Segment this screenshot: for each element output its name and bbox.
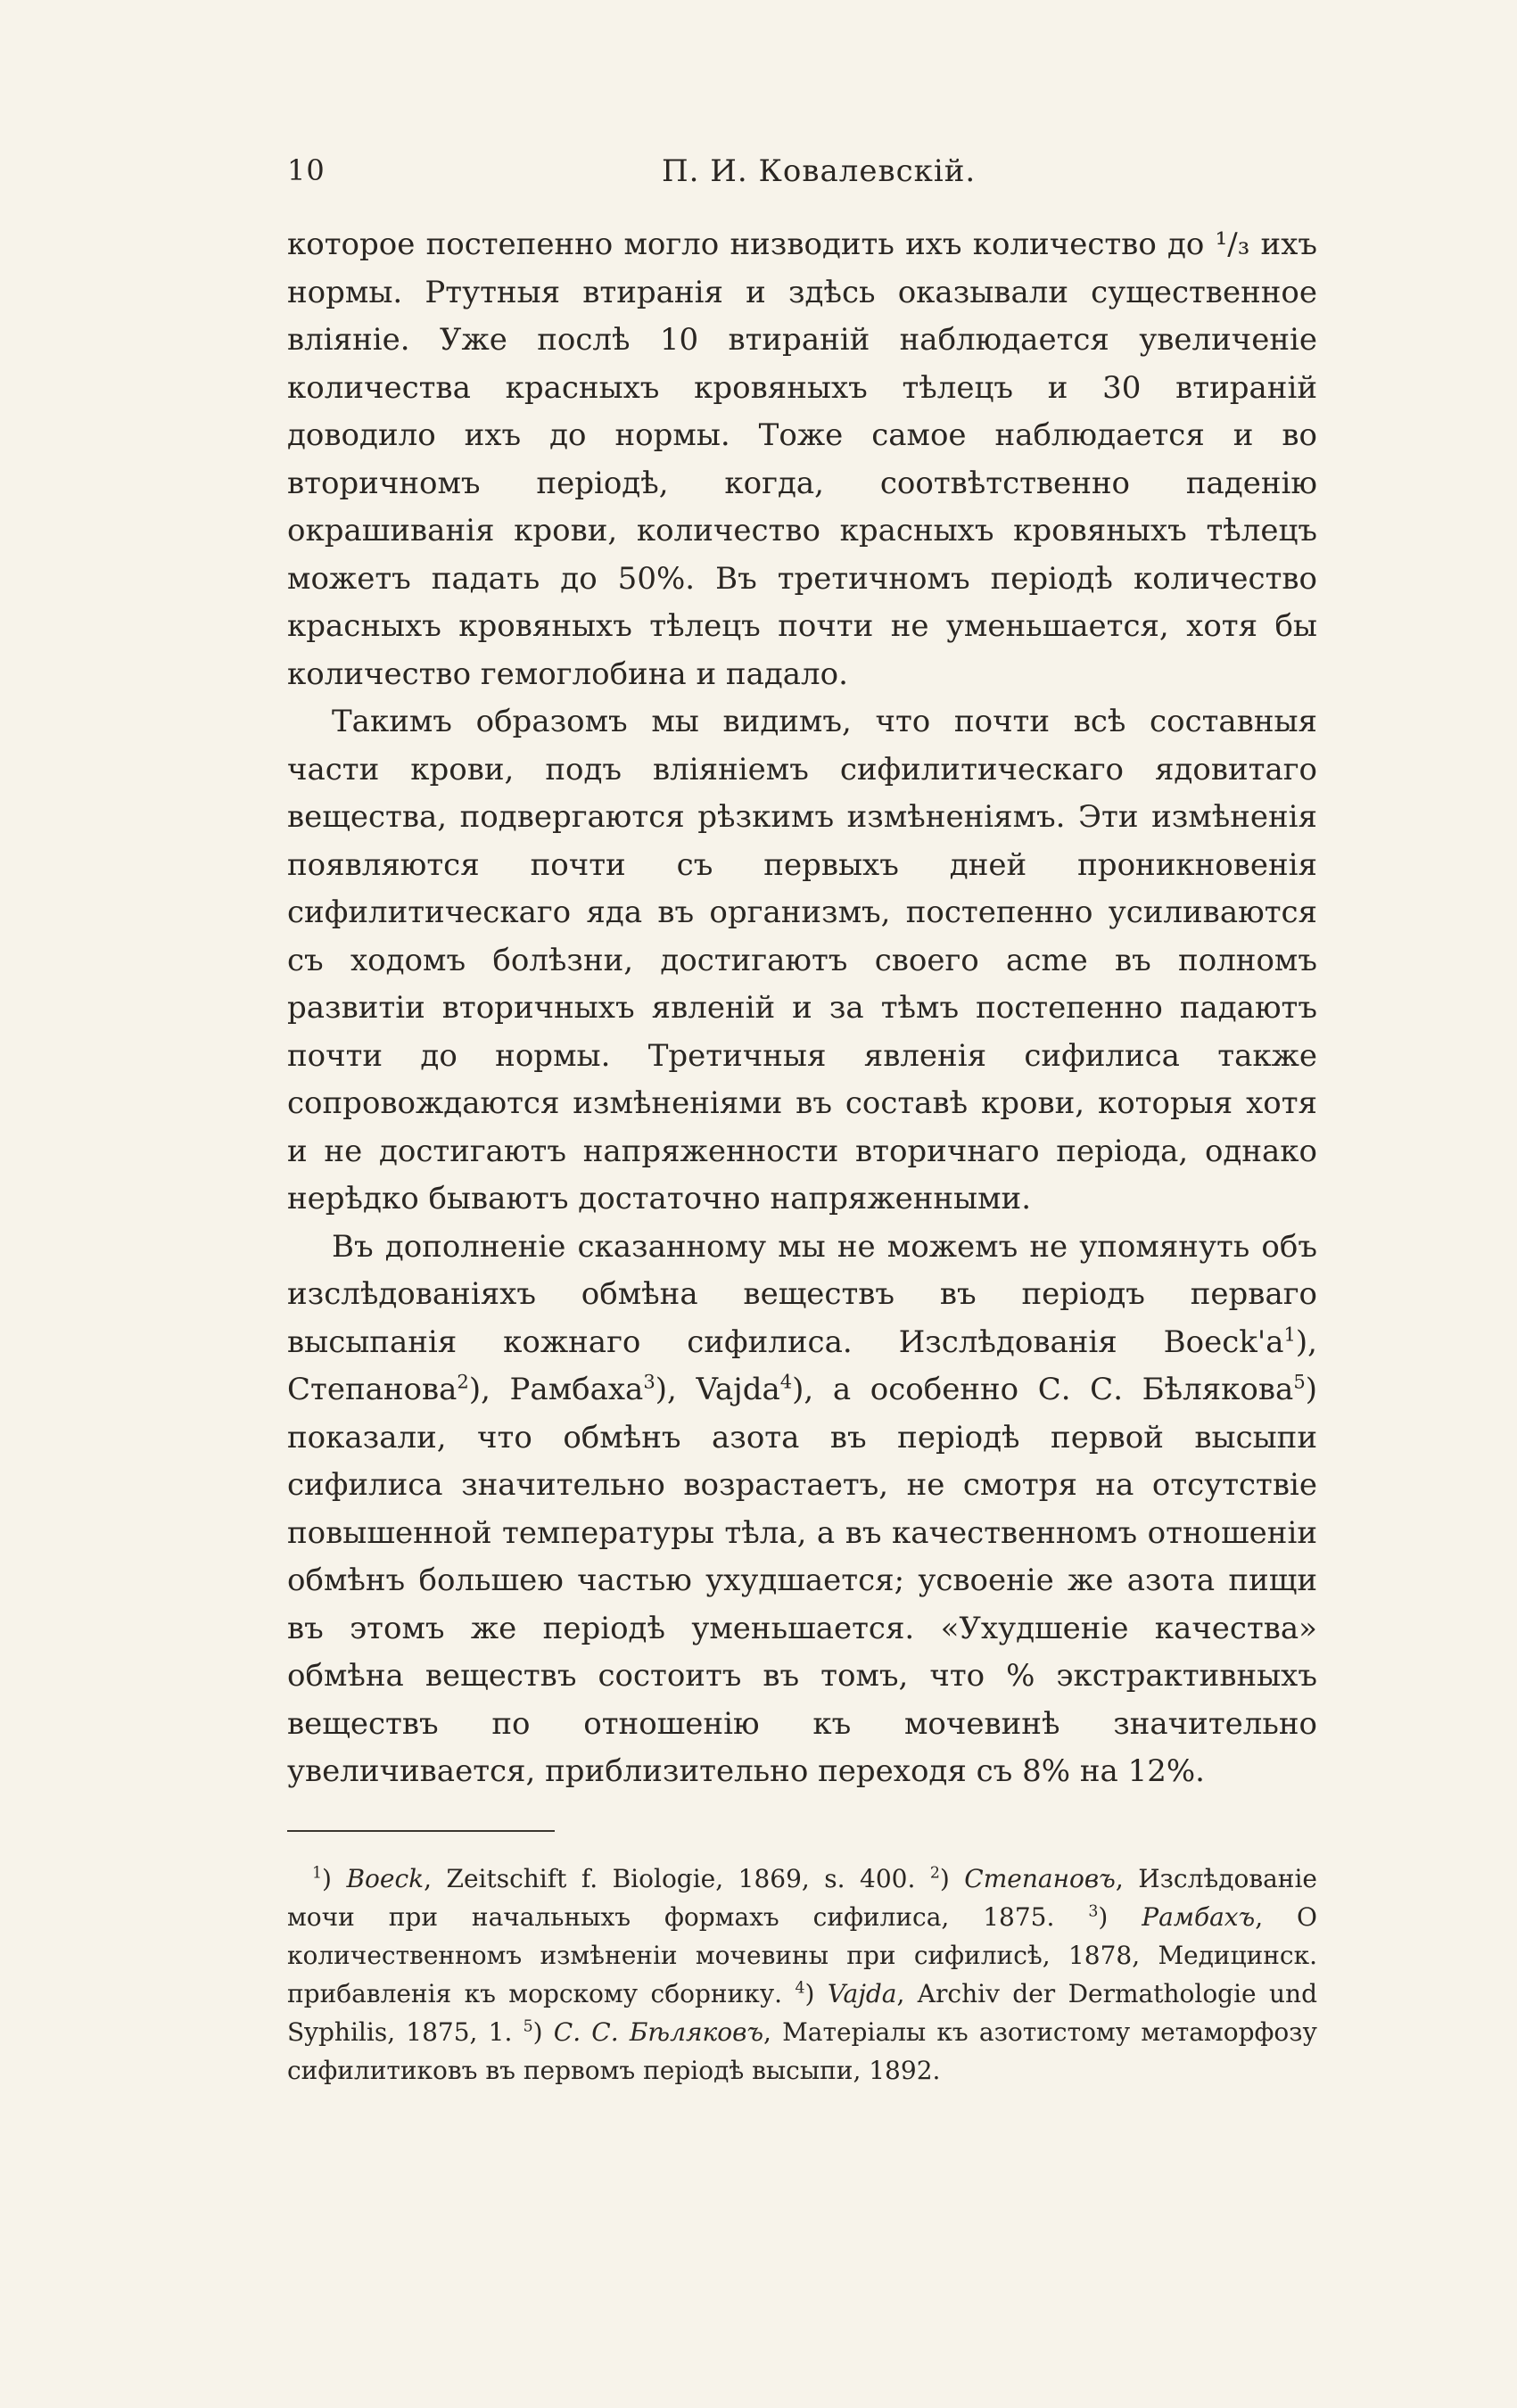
footnote-ref-5: 5 [1293, 1370, 1306, 1393]
footnote-1-text: , Zeitschift f. Biologie, 1869, s. 400. [424, 1864, 916, 1893]
footnote-2-author: Степановъ [964, 1864, 1116, 1893]
footnotes: $^1$) Boeck, Zeitschift f. Biologie, 1869, s. 400. $^2$) Степановъ, Изслѣдованіе мочи при начальныхъ формахъ сифилиса, 1875. $^3$) Рамбахъ, О количественномъ измѣненіи мочевины при сифилисѣ, 1878, Медицинск. прибавленія къ морскому сборнику. $^4$) Vajda, Archiv der Dermathologie und Syphilis, 1875, 1. $^5$) С. С. Бѣляковъ, Матеріалы къ азотистому метаморфозу сифилитиковъ въ первомъ періодѣ высыпи, 1892. [287, 1864, 1318, 2085]
running-head [287, 153, 1315, 198]
footnote-mark-2: 2 [929, 1864, 940, 1883]
paragraph-3-part-d: ), Vajda [655, 1372, 780, 1407]
footnote-mark-5: 5 [523, 2017, 533, 2036]
footnote-4-text: , Archiv der Dermathologie und Syphilis, 1875, 1. [287, 1979, 1318, 2047]
paragraph-1: которое постепенно могло низводить ихъ количество до ¹/₃ ихъ нормы. Ртутныя втиранія и здѣсь оказывали существенное вліяніе. Уже послѣ 10 втираній наблюдается увеличеніе количества красныхъ кровяныхъ тѣлецъ и 30 втираній доводило ихъ до нормы. Тоже самое наблюдается и во вторичномъ періодѣ, когда, соотвѣтственно паденію окрашиванія крови, количество красныхъ кровяныхъ тѣлецъ можетъ падать до 50%. Въ третичномъ періодѣ количество красныхъ кровяныхъ тѣлецъ почти не уменьшается, хотя бы количество гемоглобина и падало. [287, 227, 1317, 692]
paragraph-2: Такимъ образомъ мы видимъ, что почти всѣ составныя части крови, подъ вліяніемъ сифилитическаго ядовитаго вещества, подвергаются рѣзкимъ измѣненіямъ. Эти измѣненія появляются почти съ первыхъ дней проникновенія сифилитическаго яда въ организмъ, постепенно усиливаются съ ходомъ болѣзни, достигаютъ своего acme въ полномъ развитіи вторичныхъ явленій и за тѣмъ постепенно падаютъ почти до нормы. Третичныя явленія сифилиса также сопровождаются измѣненіями въ составѣ крови, которыя хотя и не достигаютъ напряженности вторичнаго періода, однако нерѣдко бываютъ достаточно напряженными. [287, 704, 1317, 1216]
footnote-4-author: Vajda [827, 1979, 897, 2008]
footnote-mark-3: 3 [1088, 1902, 1099, 1921]
footnote-mark-1: 1 [312, 1864, 323, 1883]
paragraph-3-part-a: Въ дополненіе сказанному мы не можемъ не упомянуть объ изслѣдованіяхъ обмѣна веществъ въ періодъ перваго высыпанія кожнаго сифилиса. Изслѣдованія Boeck'a [287, 1228, 1317, 1360]
footnote-ref-1: 1 [1283, 1323, 1296, 1346]
footnote-3-text: , О количественномъ измѣненіи мочевины при сифилисѣ, 1878, Медицинск. прибавленія къ морскому сборнику. [287, 1902, 1317, 2008]
footnote-5-text: , Матеріалы къ азотистому метаморфозу сифилитиковъ въ первомъ періодѣ высыпи, 1892. [287, 2017, 1318, 2085]
footnote-3-author: Рамбахъ [1142, 1902, 1256, 1932]
paragraph-3-part-f: ) показали, что обмѣнъ азота въ періодѣ первой высыпи сифилиса значительно возрастаетъ, не смотря на отсутствіе повышенной температуры тѣла, а въ качественномъ отношеніи обмѣнъ большею частью ухудшается; усвоеніе же азота пищи въ этомъ же періодѣ уменьшается. «Ухудшеніе качества» обмѣна веществъ состоитъ въ томъ, что % экстрактивныхъ веществъ по отношенію къ мочевинѣ значительно увеличивается, приблизительно переходя съ 8% на 12%. [287, 1372, 1317, 1789]
paragraph-3 [287, 1224, 1317, 1796]
paragraph-3-part-e: ), а особенно С. С. Бѣлякова [792, 1372, 1294, 1407]
footnote-ref-4: 4 [779, 1370, 793, 1393]
footnote-2-text: , Изслѣдованіе мочи при начальныхъ формахъ сифилиса, 1875. [287, 1864, 1317, 1932]
paragraph-3-part-b: ), Степанова [287, 1324, 1317, 1407]
footnote-ref-2: 2 [457, 1370, 469, 1393]
page-number: 10 [287, 153, 326, 187]
footnote-divider [287, 1830, 555, 1832]
footnote-mark-4: 4 [795, 1979, 805, 1998]
footnote-ref-3: 3 [643, 1370, 655, 1393]
footnote-1-author: Boeck [346, 1864, 425, 1893]
footnote-5-author: С. С. Бѣляковъ [553, 2017, 764, 2047]
running-title: П. И. Ковалевскій. [662, 153, 977, 189]
main-text [287, 221, 1317, 1796]
paragraph-3-part-c: ), Рамбаха [468, 1372, 644, 1407]
